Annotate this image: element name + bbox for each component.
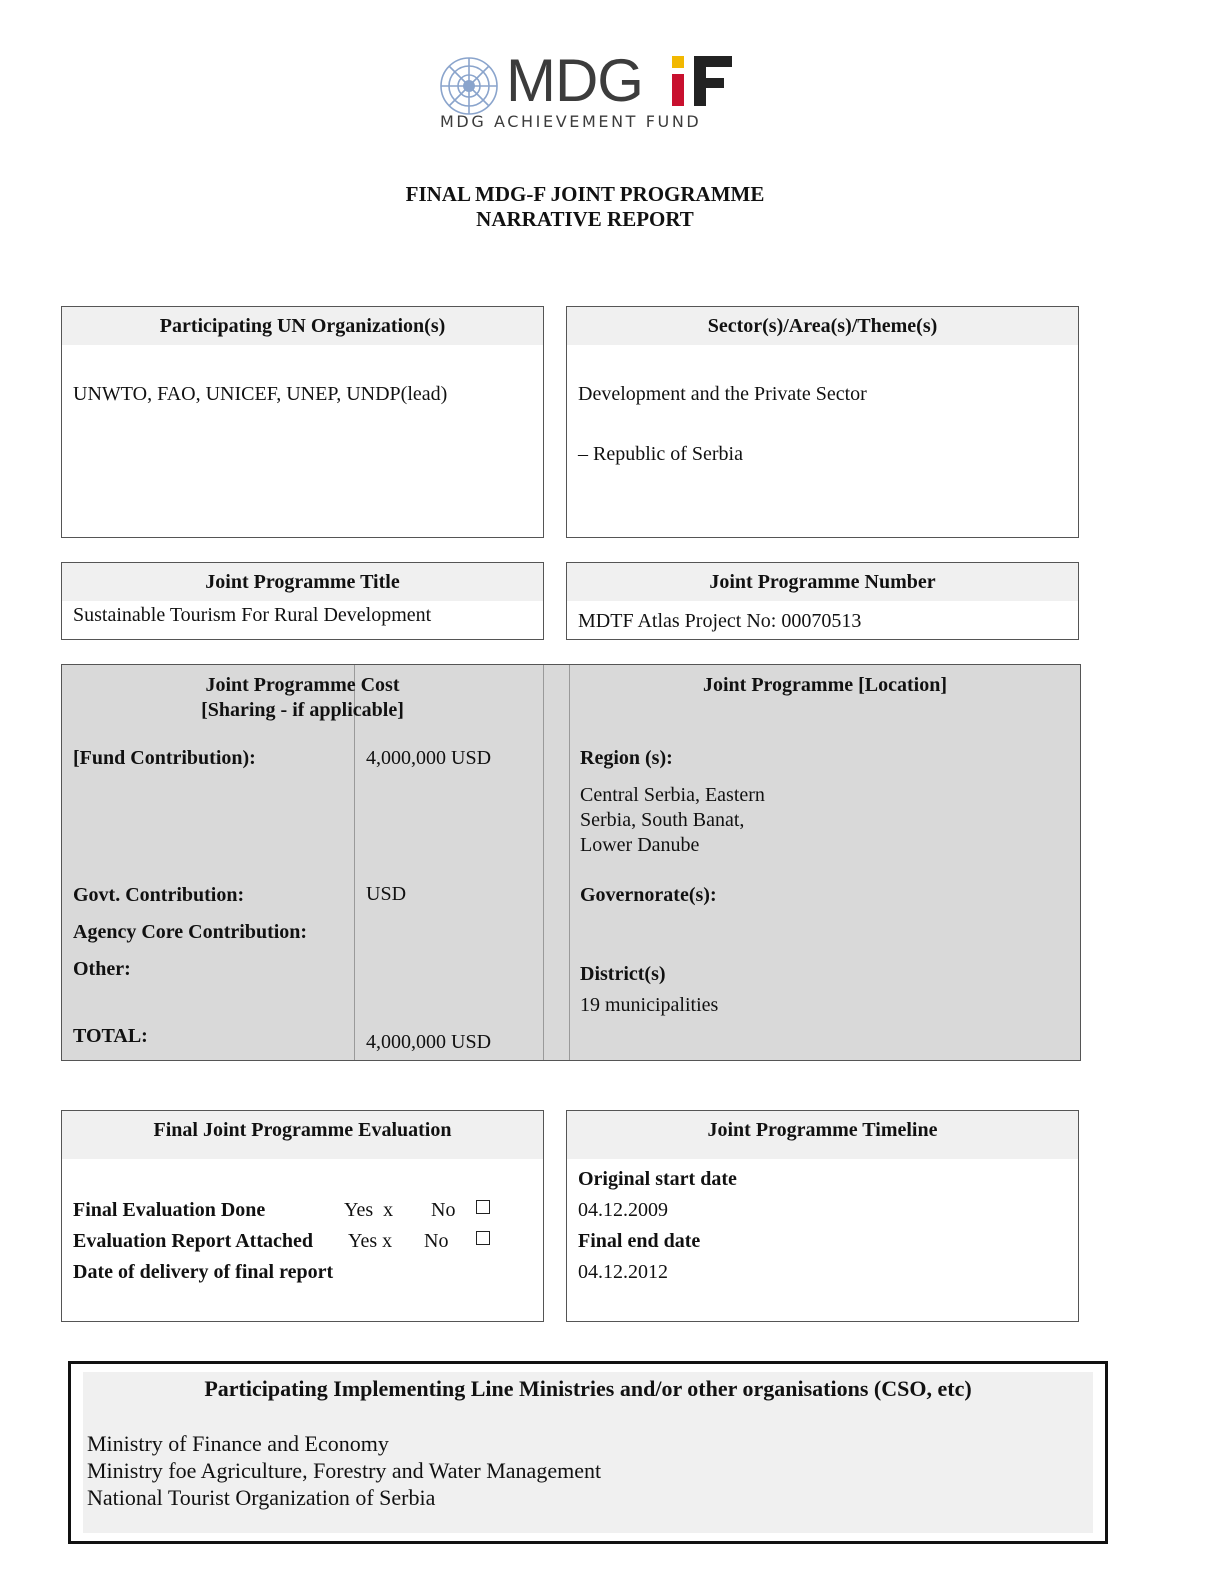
region-label: Region (s): — [580, 747, 673, 769]
final-evaluation-yes: Yes x — [344, 1199, 394, 1221]
participating-orgs-header: Participating UN Organization(s) — [62, 307, 543, 345]
ministries-box — [68, 1361, 1108, 1544]
cost-header-line-2: [Sharing - if applicable] — [201, 699, 404, 721]
participating-orgs-box — [61, 306, 544, 538]
original-start-date-value: 04.12.2009 — [578, 1199, 668, 1221]
district-value: 19 municipalities — [580, 994, 719, 1016]
total-value: 4,000,000 USD — [366, 1031, 492, 1053]
list-item: Ministry foe Agriculture, Forestry and Water Management — [87, 1458, 602, 1483]
original-start-date-label: Original start date — [578, 1168, 737, 1190]
final-end-date-label: Final end date — [578, 1230, 701, 1252]
district-label: District(s) — [580, 963, 666, 985]
fund-contribution-label: [Fund Contribution): — [73, 747, 256, 769]
governorate-label: Governorate(s): — [580, 884, 717, 906]
cost-header-line-1: Joint Programme Cost — [205, 674, 400, 696]
timeline-box — [566, 1110, 1079, 1322]
programme-number-header: Joint Programme Number — [567, 563, 1078, 601]
govt-contribution-value: USD — [366, 883, 407, 905]
list-item: National Tourist Organization of Serbia — [87, 1485, 436, 1510]
region-line-2: Serbia, South Banat, — [580, 809, 745, 831]
final-evaluation-no-checkbox[interactable] — [476, 1200, 490, 1214]
evaluation-report-yes: Yes x — [348, 1230, 393, 1252]
title-line-2: NARRATIVE REPORT — [476, 207, 694, 231]
final-evaluation-no: No — [431, 1199, 456, 1221]
section-divider-right — [569, 665, 570, 1060]
agency-core-contribution-label: Agency Core Contribution: — [73, 921, 308, 943]
timeline-header: Joint Programme Timeline — [567, 1111, 1078, 1159]
ministries-inner — [83, 1372, 1093, 1533]
logo-flag-f-icon — [672, 54, 734, 106]
participating-orgs-value: UNWTO, FAO, UNICEF, UNEP, UNDP(lead) — [73, 383, 448, 405]
document-title — [0, 182, 1170, 232]
programme-title-box — [61, 562, 544, 640]
programme-title-value: Sustainable Tourism For Rural Development — [73, 604, 432, 626]
final-evaluation-done-label: Final Evaluation Done — [73, 1199, 266, 1221]
fund-contribution-value: 4,000,000 USD — [366, 747, 492, 769]
govt-contribution-label: Govt. Contribution: — [73, 884, 245, 906]
list-item: Ministry of Finance and Economy — [87, 1431, 389, 1456]
evaluation-header: Final Joint Programme Evaluation — [62, 1111, 543, 1159]
evaluation-report-no-checkbox[interactable] — [476, 1231, 490, 1245]
cost-location-box — [61, 664, 1081, 1061]
date-of-delivery-label: Date of delivery of final report — [73, 1261, 334, 1283]
programme-number-value: MDTF Atlas Project No: 00070513 — [578, 610, 862, 632]
region-line-1: Central Serbia, Eastern — [580, 784, 765, 806]
total-label: TOTAL: — [73, 1025, 148, 1047]
programme-number-box — [566, 562, 1079, 640]
section-divider-left — [543, 665, 544, 1060]
logo-wordmark: MDG — [506, 47, 643, 114]
cost-header — [62, 673, 543, 723]
title-line-1: FINAL MDG-F JOINT PROGRAMME — [405, 182, 765, 206]
other-contribution-label: Other: — [73, 958, 131, 980]
region-value — [580, 783, 765, 858]
sectors-box — [566, 306, 1079, 538]
ministries-header: Participating Implementing Line Ministries and/or other organisations (CSO, etc) — [204, 1376, 972, 1401]
un-emblem-icon — [438, 55, 500, 117]
ministries-list — [87, 1430, 601, 1511]
location-header: Joint Programme [Location] — [702, 674, 948, 696]
evaluation-box — [61, 1110, 544, 1322]
programme-title-header: Joint Programme Title — [62, 563, 543, 601]
logo-subtitle: MDG ACHIEVEMENT FUND — [440, 112, 702, 131]
sectors-line-1: Development and the Private Sector — [578, 383, 867, 405]
evaluation-report-attached-label: Evaluation Report Attached — [73, 1230, 313, 1252]
region-line-3: Lower Danube — [580, 834, 700, 856]
sectors-line-2: – Republic of Serbia — [578, 443, 743, 465]
final-end-date-value: 04.12.2012 — [578, 1261, 668, 1283]
sectors-header: Sector(s)/Area(s)/Theme(s) — [567, 307, 1078, 345]
evaluation-report-no: No — [424, 1230, 449, 1252]
mdgf-logo — [436, 47, 736, 132]
cost-column-divider — [354, 665, 355, 1060]
